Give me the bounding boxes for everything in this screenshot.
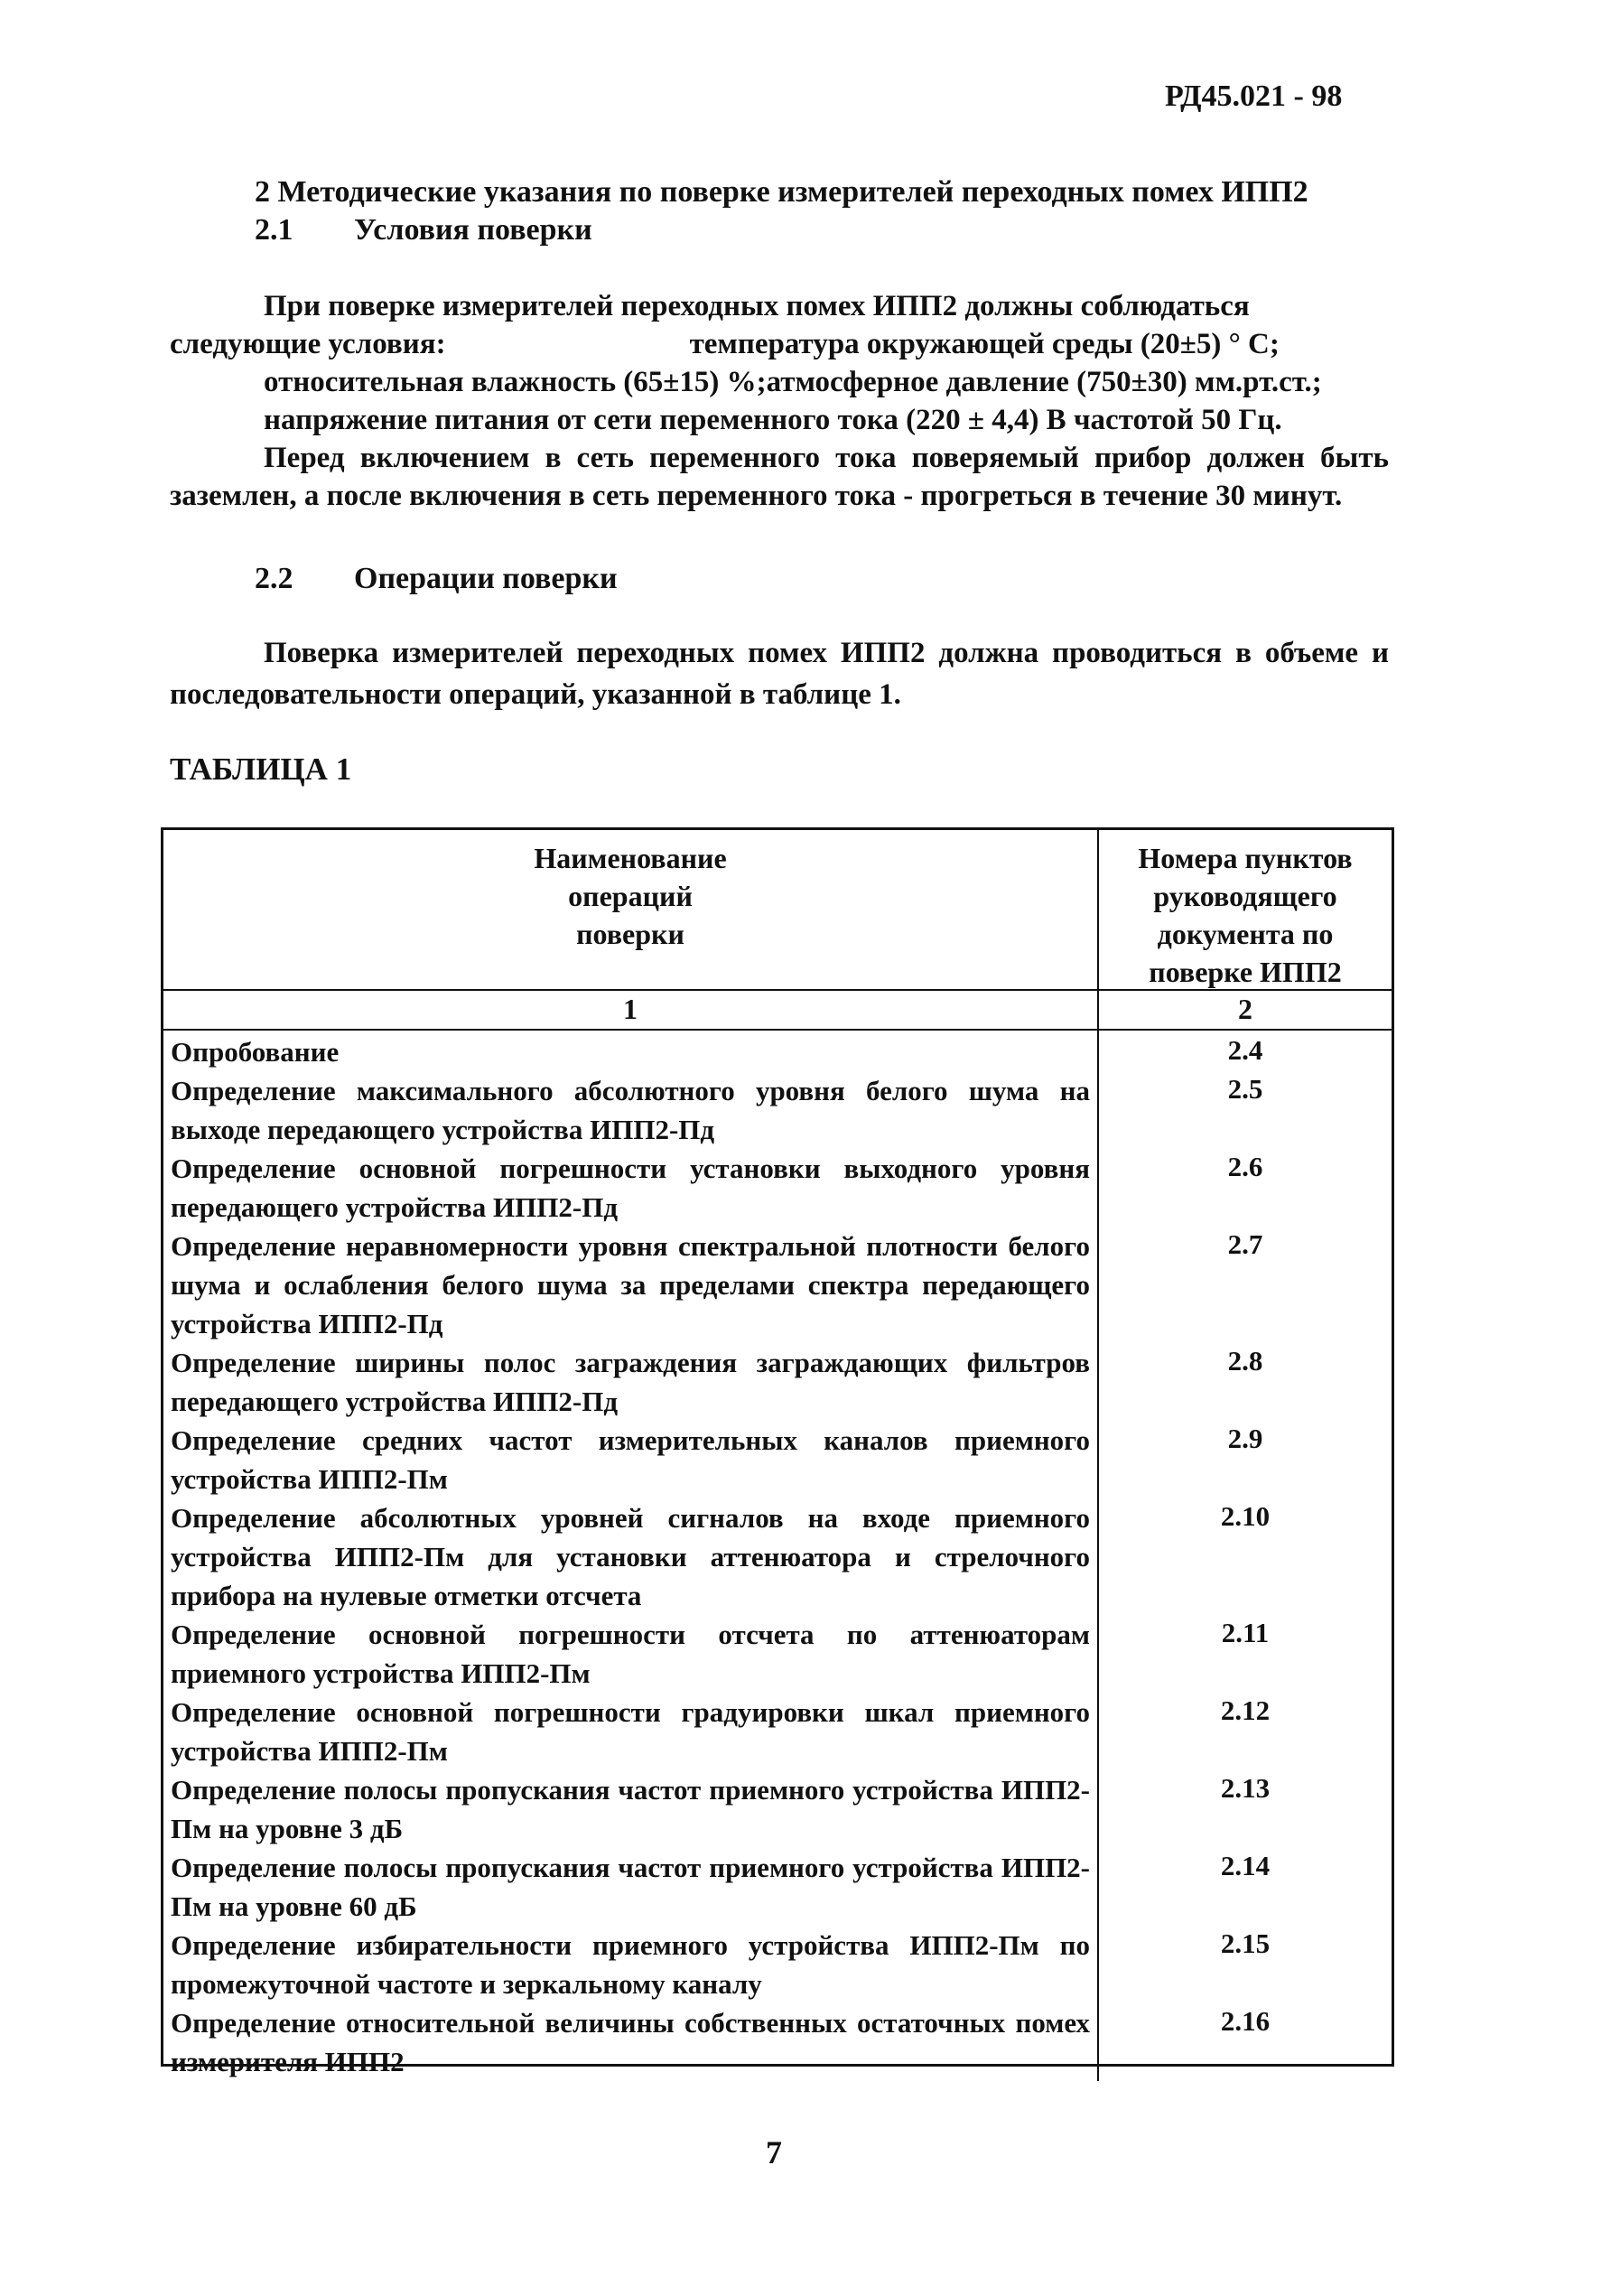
column-number-row — [163, 991, 1392, 1031]
header-line: поверки — [576, 918, 684, 950]
table-row-number: 2.13 — [1220, 1772, 1271, 1804]
subsection-title-operations — [255, 562, 618, 596]
column-number-1: 1 — [163, 991, 1099, 1029]
operations-text: Поверка измерителей переходных помех ИПП2 должна проводиться в объеме и последовательности операций, указанной в таблице 1. — [170, 637, 1389, 711]
table-row-number: 2.8 — [1227, 1345, 1263, 1377]
table-row-name: Определение неравномерности уровня спектральной плотности белого шума и ослабления белого шума за пределами спектра передающего устройства ИПП2-Пд — [171, 1230, 1090, 1339]
table-title: ТАБЛИЦА 1 — [170, 751, 352, 787]
table-row-number: 2.11 — [1221, 1617, 1270, 1648]
subsection-number: 2.1 — [255, 213, 293, 247]
column-number-2: 2 — [1238, 993, 1252, 1025]
conditions-line-2b: температура окружающей среды (20±5) ° С; — [689, 328, 1280, 360]
page-number: 7 — [766, 2134, 782, 2170]
table-row-number: 2.16 — [1220, 2005, 1271, 2037]
table-row-name: Определение относительной величины собственных остаточных помех измерителя ИПП2 — [171, 2007, 1090, 2077]
subsection-title-conditions — [255, 213, 592, 247]
table-row-number: 2.7 — [1227, 1228, 1263, 1260]
table-row-number: 2.10 — [1220, 1500, 1271, 1532]
table-row-name: Определение максимального абсолютного уровня белого шума на выходе передающего устройства ИПП2-Пд — [171, 1075, 1090, 1145]
header-line: Наименование — [534, 842, 727, 874]
section-title: 2 Методические указания по поверке измерителей переходных помех ИПП2 — [255, 175, 1308, 209]
table-row-name: Определение избирательности приемного устройства ИПП2-Пм по промежуточной частоте и зеркальному каналу — [171, 1929, 1090, 2000]
table-row-name: Определение основной погрешности установки выходного уровня передающего устройства ИПП2-Пд — [171, 1153, 1090, 1223]
subsection-label: Операции поверки — [354, 562, 618, 595]
table-row-name: Определение средних частот измерительных каналов приемного устройства ИПП2-Пм — [171, 1424, 1090, 1495]
table-row-name: Определение полосы пропускания частот приемного устройства ИПП2-Пм на уровне 3 дБ — [171, 1774, 1090, 1844]
conditions-line-4: напряжение питания от сети переменного тока (220 ± 4,4) В частотой 50 Гц. — [264, 404, 1282, 436]
header-line: документа по — [1157, 918, 1334, 950]
table-row-name: Определение основной погрешности отсчета по аттенюаторам приемного устройства ИПП2-Пм — [171, 1619, 1090, 1689]
table-row-name: Определение абсолютных уровней сигналов на входе приемного устройства ИПП2-Пм для установки аттенюатора и стрелочного прибора на нулевые отметки отсчета — [171, 1502, 1090, 1611]
table-body — [163, 1031, 1392, 2081]
header-line: руководящего — [1153, 880, 1337, 912]
operation-names-column — [163, 1031, 1099, 2081]
conditions-paragraph — [170, 287, 1389, 515]
conditions-line-2a: следующие условия: — [170, 328, 446, 360]
table-header — [163, 830, 1392, 991]
table-row-name: Определение ширины полос заграждения заграждающих фильтров передающего устройства ИПП2-Пд — [171, 1347, 1090, 1417]
subsection-number: 2.2 — [255, 562, 293, 595]
subsection-label: Условия поверки — [354, 213, 592, 247]
table-row-number: 2.5 — [1227, 1073, 1263, 1105]
header-col-number — [1099, 830, 1392, 989]
operations-paragraph — [170, 632, 1389, 715]
conditions-line-2 — [170, 325, 1389, 363]
table-row-number: 2.12 — [1220, 1694, 1271, 1726]
clause-numbers-column — [1099, 1031, 1392, 2081]
header-col-name — [163, 830, 1099, 989]
header-line: операций — [568, 880, 693, 912]
table-row-number: 2.9 — [1227, 1423, 1263, 1454]
conditions-line-3: относительная влажность (65±15) %;атмосферное давление (750±30) мм.рт.ст.; — [264, 366, 1322, 398]
table-row-number: 2.14 — [1220, 1850, 1271, 1881]
header-line: Номера пунктов — [1138, 842, 1353, 874]
operations-table — [161, 827, 1394, 2077]
table-row-number: 2.15 — [1220, 1927, 1271, 1959]
conditions-line-1: При поверке измерителей переходных помех ИПП2 должны соблюдаться — [264, 290, 1250, 322]
table-row-name: Опробование — [171, 1036, 340, 1068]
conditions-line-5: Перед включением в сеть переменного тока поверяемый прибор должен быть заземлен, а после включения в сеть переменного тока - прогреться в течение 30 минут. — [170, 442, 1389, 512]
header-line: поверке ИПП2 — [1149, 956, 1342, 988]
table-row-number: 2.6 — [1227, 1151, 1263, 1182]
table-row-name: Определение основной погрешности градуировки шкал приемного устройства ИПП2-Пм — [171, 1696, 1090, 1767]
table-row-name: Определение полосы пропускания частот приемного устройства ИПП2-Пм на уровне 60 дБ — [171, 1852, 1090, 1922]
table-row-number: 2.4 — [1227, 1034, 1263, 1066]
document-code: РД45.021 - 98 — [1165, 79, 1343, 113]
